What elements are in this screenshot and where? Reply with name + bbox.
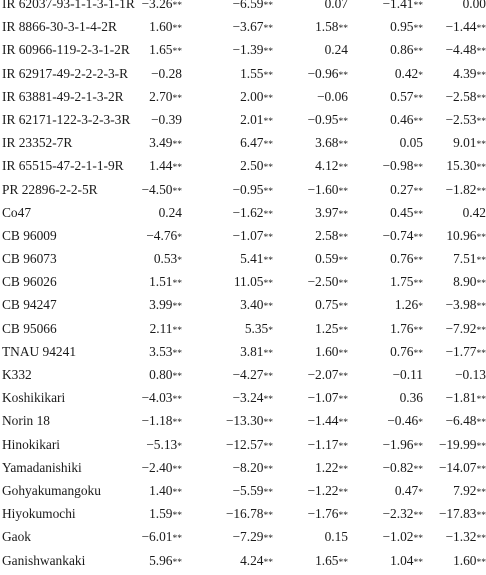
value-cell-1: −6.01** — [142, 525, 183, 551]
table-row — [0, 340, 474, 363]
value-cell-3: −1.44** — [308, 409, 349, 435]
value-cell-3: −2.07** — [308, 363, 349, 389]
value-cell-2: −3.24** — [233, 386, 274, 412]
value-cell-3: 0.15 — [325, 525, 348, 548]
value-cell-4: 0.05 — [400, 131, 423, 154]
value-cell-1: 1.60** — [149, 15, 182, 41]
value-cell-1: 1.40** — [149, 479, 182, 505]
genotype-cell: IR 8866-30-3-1-4-2R — [2, 15, 117, 38]
genotype-cell: IR 62917-49-2-2-2-3-R — [2, 62, 128, 85]
genotype-cell: Hiyokumochi — [2, 502, 76, 525]
value-cell-2: −7.29** — [233, 525, 274, 551]
value-cell-5: −6.48** — [446, 409, 486, 435]
table-row — [0, 178, 474, 201]
value-cell-1: 2.70** — [149, 85, 182, 111]
table-row — [0, 363, 474, 386]
table-row — [0, 108, 474, 131]
value-cell-3: 0.75** — [315, 293, 348, 319]
value-cell-1: 1.65** — [149, 38, 182, 64]
value-cell-5: −1.81** — [446, 386, 486, 412]
value-cell-4: 0.86** — [390, 38, 423, 64]
value-cell-1: 1.59** — [149, 502, 182, 528]
value-cell-3: 2.58** — [315, 224, 348, 250]
value-cell-1: −2.40** — [142, 456, 183, 482]
value-cell-5: 7.92** — [453, 479, 486, 505]
value-cell-4: −1.02** — [383, 525, 424, 551]
genotype-cell: Gohyakumangoku — [2, 479, 101, 502]
value-cell-5: −1.32** — [446, 525, 486, 551]
value-cell-4: 0.76** — [390, 340, 423, 366]
table-row — [0, 433, 474, 456]
value-cell-2: 1.55** — [240, 62, 273, 88]
value-cell-3: −1.22** — [308, 479, 349, 505]
value-cell-2: −16.78** — [226, 502, 273, 528]
value-cell-4: 1.26* — [395, 293, 423, 319]
value-cell-2: 2.50** — [240, 154, 273, 180]
value-cell-5: 15.30** — [446, 154, 486, 180]
table-row — [0, 62, 474, 85]
genotype-cell: PR 22896-2-2-5R — [2, 178, 98, 201]
value-cell-1: −0.39 — [151, 108, 182, 131]
value-cell-3: 1.58** — [315, 15, 348, 41]
value-cell-4: 0.57** — [390, 85, 423, 111]
genotype-cell: Norin 18 — [2, 409, 50, 432]
value-cell-1: 0.53* — [154, 247, 182, 273]
genotype-cell: TNAU 94241 — [2, 340, 76, 363]
value-cell-2: 2.01** — [240, 108, 273, 134]
value-cell-5: −2.53** — [446, 108, 486, 134]
value-cell-2: 5.35* — [245, 317, 273, 343]
genotype-cell: Koshikikari — [2, 386, 65, 409]
genotype-cell: IR 65515-47-2-1-1-9R — [2, 154, 124, 177]
value-cell-4: −0.98** — [383, 154, 424, 180]
value-cell-5: −17.83** — [439, 502, 486, 528]
value-cell-3: −1.07** — [308, 386, 349, 412]
value-cell-1: −0.28 — [151, 62, 182, 85]
genotype-cell: IR 60966-119-2-3-1-2R — [2, 38, 130, 61]
value-cell-4: −0.11 — [393, 363, 424, 386]
table-row — [0, 456, 474, 479]
table-row — [0, 38, 474, 61]
value-cell-1: −3.26** — [142, 0, 183, 18]
genotype-cell: Yamadanishiki — [2, 456, 82, 479]
value-cell-5: −2.58** — [446, 85, 486, 111]
value-cell-5: −1.82** — [446, 178, 486, 204]
value-cell-4: 0.46** — [390, 108, 423, 134]
value-cell-1: 5.96** — [149, 549, 182, 575]
value-cell-3: 1.65** — [315, 549, 348, 575]
table-row — [0, 502, 474, 525]
value-cell-4: 0.95** — [390, 15, 423, 41]
table-row — [0, 293, 474, 316]
value-cell-4: −1.41** — [383, 0, 424, 18]
value-cell-4: 0.76** — [390, 247, 423, 273]
value-cell-5: 9.01** — [453, 131, 486, 157]
value-cell-5: −1.77** — [446, 340, 486, 366]
value-cell-2: −6.59** — [233, 0, 274, 18]
value-cell-5: −4.48** — [446, 38, 486, 64]
value-cell-4: 0.36 — [400, 386, 423, 409]
table-row — [0, 201, 474, 224]
value-cell-5: −19.99** — [439, 433, 486, 459]
value-cell-1: −4.76* — [146, 224, 182, 250]
value-cell-1: 3.49** — [149, 131, 182, 157]
value-cell-3: −1.60** — [308, 178, 349, 204]
genotype-cell: CB 95066 — [2, 317, 57, 340]
genotype-cell: CB 94247 — [2, 293, 57, 316]
value-cell-2: −1.07** — [233, 224, 274, 250]
value-cell-3: 0.59** — [315, 247, 348, 273]
value-cell-3: 0.07 — [325, 0, 348, 15]
genotype-cell: IR 62037-93-1-1-3-1-1R — [2, 0, 135, 15]
value-cell-2: 5.41** — [240, 247, 273, 273]
value-cell-2: −3.67** — [233, 15, 274, 41]
value-cell-3: −1.17** — [308, 433, 349, 459]
value-cell-3: 1.22** — [315, 456, 348, 482]
value-cell-2: 6.47** — [240, 131, 273, 157]
value-cell-1: −4.03** — [142, 386, 183, 412]
value-cell-2: 4.24** — [240, 549, 273, 575]
value-cell-5: 1.60** — [453, 549, 486, 575]
genotype-cell: Co47 — [2, 201, 31, 224]
value-cell-4: −0.74** — [383, 224, 424, 250]
value-cell-2: 3.40** — [240, 293, 273, 319]
genotype-cell: CB 96009 — [2, 224, 57, 247]
table-row — [0, 525, 474, 548]
value-cell-5: 0.42 — [463, 201, 486, 224]
value-cell-3: 0.24 — [325, 38, 348, 61]
value-cell-4: 1.76** — [390, 317, 423, 343]
table-row — [0, 247, 474, 270]
table-row — [0, 0, 474, 15]
value-cell-3: 3.68** — [315, 131, 348, 157]
genotype-cell: Ganishwankaki — [2, 549, 85, 572]
value-cell-5: −1.44** — [446, 15, 486, 41]
value-cell-2: −12.57** — [226, 433, 273, 459]
value-cell-4: −0.46* — [387, 409, 423, 435]
value-cell-5: −3.98** — [446, 293, 486, 319]
value-cell-5: 7.51** — [453, 247, 486, 273]
value-cell-1: 1.44** — [149, 154, 182, 180]
value-cell-3: −0.95** — [308, 108, 349, 134]
value-cell-1: −5.13* — [146, 433, 182, 459]
value-cell-2: −1.39** — [233, 38, 274, 64]
table-row — [0, 15, 474, 38]
value-cell-1: 0.24 — [159, 201, 182, 224]
value-cell-2: −13.30** — [226, 409, 273, 435]
value-cell-1: −1.18** — [142, 409, 183, 435]
table-row — [0, 479, 474, 502]
value-cell-3: −2.50** — [308, 270, 349, 296]
value-cell-1: 3.99** — [149, 293, 182, 319]
value-cell-1: 1.51** — [149, 270, 182, 296]
value-cell-3: 1.25** — [315, 317, 348, 343]
table-row — [0, 154, 474, 177]
value-cell-4: 0.27** — [390, 178, 423, 204]
value-cell-1: −4.50** — [142, 178, 183, 204]
value-cell-5: −14.07** — [439, 456, 486, 482]
table-row — [0, 317, 474, 340]
value-cell-3: −1.76** — [308, 502, 349, 528]
value-cell-2: −8.20** — [233, 456, 274, 482]
genotype-cell: CB 96026 — [2, 270, 57, 293]
genotype-cell: IR 62171-122-3-2-3-3R — [2, 108, 130, 131]
table-row — [0, 386, 474, 409]
value-cell-4: −2.32** — [383, 502, 424, 528]
value-cell-5: 10.96** — [446, 224, 486, 250]
value-cell-4: 0.45** — [390, 201, 423, 227]
value-cell-3: 4.12** — [315, 154, 348, 180]
value-cell-4: −0.82** — [383, 456, 424, 482]
table-row — [0, 270, 474, 293]
genotype-cell: Hinokikari — [2, 433, 60, 456]
value-cell-4: −1.96** — [383, 433, 424, 459]
value-cell-4: 0.47* — [395, 479, 423, 505]
value-cell-4: 1.04** — [390, 549, 423, 575]
genotype-cell: IR 23352-7R — [2, 131, 72, 154]
table-row — [0, 409, 474, 432]
table-row — [0, 85, 474, 108]
value-cell-4: 1.75** — [390, 270, 423, 296]
table-row — [0, 224, 474, 247]
value-cell-3: −0.96** — [308, 62, 349, 88]
genotype-cell: K332 — [2, 363, 32, 386]
value-cell-3: −0.06 — [317, 85, 348, 108]
genotype-cell: IR 63881-49-2-1-3-2R — [2, 85, 124, 108]
value-cell-5: 0.00 — [463, 0, 486, 15]
value-cell-3: 3.97** — [315, 201, 348, 227]
value-cell-5: 4.39** — [453, 62, 486, 88]
table-row — [0, 549, 474, 572]
value-cell-2: −5.59** — [233, 479, 274, 505]
value-cell-2: 2.00** — [240, 85, 273, 111]
value-cell-1: 0.80** — [149, 363, 182, 389]
table-row — [0, 131, 474, 154]
value-cell-2: −0.95** — [233, 178, 274, 204]
value-cell-2: −4.27** — [233, 363, 274, 389]
value-cell-2: 3.81** — [240, 340, 273, 366]
value-cell-2: 11.05** — [234, 270, 273, 296]
genotype-cell: CB 96073 — [2, 247, 57, 270]
value-cell-1: 3.53** — [149, 340, 182, 366]
genotype-cell: Gaok — [2, 525, 31, 548]
value-cell-2: −1.62** — [233, 201, 274, 227]
value-cell-5: −0.13 — [455, 363, 486, 386]
value-cell-5: 8.90** — [453, 270, 486, 296]
value-cell-4: 0.42* — [395, 62, 423, 88]
value-cell-5: −7.92** — [446, 317, 486, 343]
value-cell-3: 1.60** — [315, 340, 348, 366]
value-cell-1: 2.11** — [150, 317, 182, 343]
